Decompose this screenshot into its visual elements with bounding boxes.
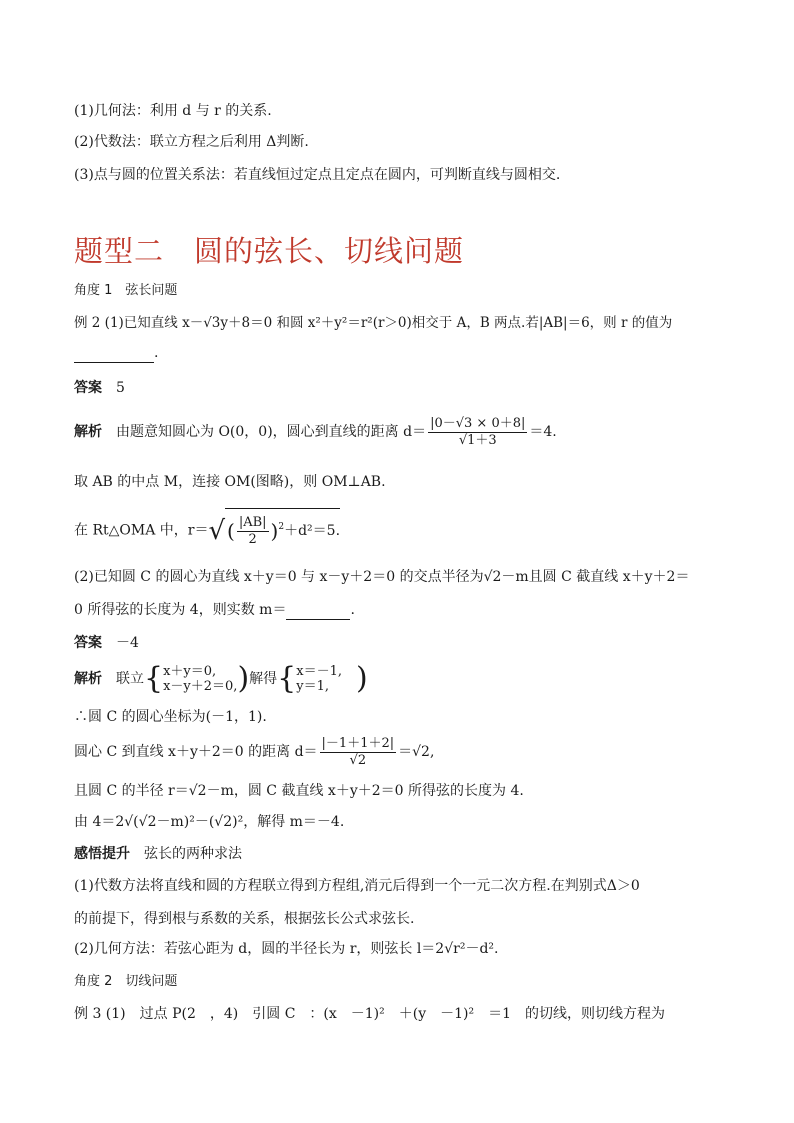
analysis-1: [74, 412, 557, 452]
answer-value: 5: [116, 380, 125, 396]
example-3-1: 例 3 (1) 过点 P(2 ，4) 引圆 C ：(x －1)² ＋(y －1)² ＝1 的切线，则切线方程为: [74, 1006, 666, 1022]
answer-2: [74, 634, 139, 652]
example-2-2-line-1: (2)已知圆 C 的圆心为直线 x＋y＝0 与 x－y＋2＝0 的交点半径为√2－m且圆 C 截直线 x＋y＋2＝: [74, 569, 690, 585]
equation-system-1: [163, 664, 237, 694]
equation-system-2: [296, 664, 342, 694]
ab-over-2-denominator: 2: [248, 531, 257, 547]
insight-1-line-1: (1)代数方法将直线和圆的方程联立得到方程组,消元后得到一个一元二次方程.在判别式Δ＞0: [74, 878, 640, 894]
insight-label: 感悟提升: [74, 846, 130, 862]
fraction-numerator: |－1＋1＋2|: [321, 735, 395, 751]
system-1-eq-a: x＋y＝0,: [163, 664, 217, 679]
analysis-2-prefix: 联立: [116, 671, 144, 687]
center-line: ∴圆 C 的圆心坐标为(－1，1).: [74, 709, 267, 725]
analysis-1-text: 由题意知圆心为 O(0，0)，圆心到直线的距离 d＝: [116, 424, 427, 440]
method-point-circle: (3)点与圆的位置关系法：若直线恒过定点且定点在圆内，可判断直线与圆相交.: [74, 167, 561, 183]
rt-suffix: ＋d²＝5.: [284, 523, 341, 539]
insight-1-line-2: 的前提下，得到根与系数的关系，根据弦长公式求弦长.: [74, 911, 415, 927]
answer-1: [74, 379, 125, 397]
analysis-1-result: ＝4.: [529, 424, 557, 440]
distance-result: ＝√2,: [398, 744, 435, 760]
answer-value: －4: [116, 635, 139, 651]
analysis-2-mid: 解得: [249, 671, 278, 687]
analysis-2: 解析 联立{ x＋y＝0, x－y＋2＝0, )解得{ x＝－1, y＝1, ): [74, 661, 368, 696]
answer-label: 答案: [74, 380, 102, 396]
analysis-label: 解析: [74, 671, 102, 687]
system-1-eq-b: x－y＋2＝0,: [163, 679, 238, 694]
fraction-numerator: |0－√3 × 0＋8|: [430, 415, 526, 431]
method-geometric: (1)几何法：利用 d 与 r 的关系.: [74, 103, 272, 119]
fraction-denominator: √1＋3: [458, 432, 497, 448]
analysis-label: 解析: [74, 424, 102, 440]
example-2-2-line-2: 0 所得弦的长度为 4，则实数 m＝ .: [74, 602, 355, 618]
distance-line: [74, 732, 434, 772]
answer-label: 答案: [74, 635, 102, 651]
radius-root: √ ( $\frac{|AB|}{2}$ )$^2$＋d²＝5.: [208, 508, 340, 553]
insight-title: 弦长的两种求法: [144, 846, 242, 862]
rt-prefix: 在 Rt△OMA 中，r＝: [74, 522, 209, 539]
distance-fraction: [428, 416, 527, 449]
system-2-eq-b: y＝1,: [296, 679, 330, 694]
section-title: 题型二 圆的弦长、切线问题: [74, 234, 465, 268]
system-2-eq-a: x＝－1,: [296, 664, 343, 679]
distance-prefix: 圆心 C 到直线 x＋y＋2＝0 的距离 d＝: [74, 744, 318, 760]
angle-1-heading: 角度 1 弦长问题: [74, 283, 178, 298]
angle-2-heading: 角度 2 切线问题: [74, 974, 178, 989]
ab-over-2-numerator: |AB|: [238, 514, 267, 530]
solve-line: 由 4＝2√(√2－m)²－(√2)²，解得 m＝－4.: [74, 814, 345, 830]
rt-triangle-line: [74, 508, 340, 553]
distance-fraction-2: [320, 736, 397, 769]
midpoint-line: 取 AB 的中点 M，连接 OM(图略)，则 OM⊥AB.: [74, 474, 386, 490]
insight-heading: [74, 845, 242, 863]
insight-2-line: (2)几何方法：若弦心距为 d，圆的半径长为 r，则弦长 l＝2√r²－d².: [74, 941, 499, 957]
answer-blank-1: .: [74, 344, 158, 363]
example-2-1: 例 2 (1)已知直线 x－√3y＋8＝0 和圆 x²＋y²＝r²(r＞0)相交于 A，B 两点.若|AB|＝6，则 r 的值为: [74, 315, 673, 331]
example-2-2-text: 0 所得弦的长度为 4，则实数 m＝: [74, 602, 287, 618]
radius-line: 且圆 C 的半径 r＝√2－m，圆 C 截直线 x＋y＋2＝0 所得弦的长度为 4.: [74, 783, 524, 799]
fraction-denominator: √2: [349, 752, 367, 768]
method-algebraic: (2)代数法：联立方程之后利用 Δ判断.: [74, 134, 309, 150]
